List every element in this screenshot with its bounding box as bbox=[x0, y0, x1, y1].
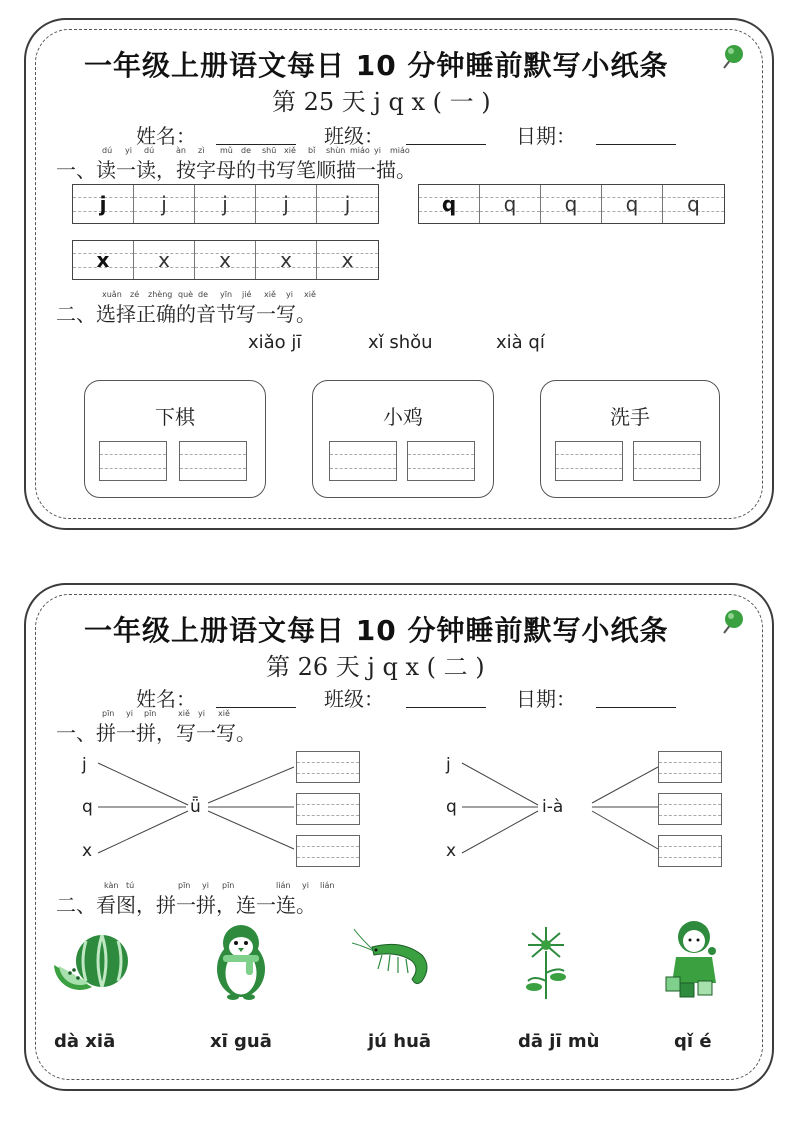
pinyin-option: xǐ shǒu bbox=[368, 332, 433, 353]
picture-pinyin: dà xiā bbox=[54, 1031, 116, 1052]
date-field[interactable] bbox=[596, 144, 676, 145]
picture-pinyin: qǐ é bbox=[674, 1031, 712, 1052]
worksheet-title: 一年级上册语文每日 10 分钟睡前默写小纸条 bbox=[84, 614, 669, 647]
answer-box[interactable] bbox=[658, 835, 722, 867]
initial-letter: q bbox=[446, 797, 457, 817]
pinyin-annotation: kàn bbox=[104, 881, 119, 890]
pinyin-annotation: xiě bbox=[284, 146, 296, 155]
word-box-xiaoji bbox=[312, 380, 494, 498]
tracing-cell[interactable]: q bbox=[602, 185, 663, 223]
tracing-cell[interactable]: x bbox=[134, 241, 195, 279]
initial-letter: j bbox=[446, 755, 451, 775]
section1-heading: 一、读一读，按字母的书写笔顺描一描。 bbox=[56, 158, 416, 182]
pinyin-annotation: yi bbox=[374, 146, 381, 155]
class-label: 班级： bbox=[324, 687, 384, 711]
name-field[interactable] bbox=[216, 144, 296, 145]
worksheet-card-day25 bbox=[24, 18, 774, 530]
final-letter: i-à bbox=[542, 797, 564, 817]
pinyin-annotation: bǐ bbox=[308, 146, 316, 155]
writing-cell[interactable] bbox=[407, 441, 475, 481]
section1-heading: 一、拼一拼，写一写。 bbox=[56, 721, 256, 745]
pinyin-annotation: jié bbox=[242, 290, 252, 299]
tracing-cell[interactable]: j bbox=[195, 185, 256, 223]
tracing-cell[interactable]: j bbox=[134, 185, 195, 223]
pinyin-annotation: dú bbox=[102, 146, 113, 155]
class-label: 班级： bbox=[324, 124, 384, 148]
pushpin-icon bbox=[716, 607, 746, 637]
initial-letter: x bbox=[446, 841, 457, 861]
pinyin-annotation: yi bbox=[198, 709, 205, 718]
name-label: 姓名： bbox=[136, 687, 196, 711]
day-subtitle: 第 26 天 j q x ( 二 ) bbox=[266, 653, 485, 681]
tracing-cell[interactable]: j bbox=[317, 185, 378, 223]
picture-pinyin: jú huā bbox=[368, 1031, 432, 1052]
pinyin-annotation: xuǎn bbox=[102, 290, 122, 299]
pinyin-annotation: yi bbox=[302, 881, 309, 890]
tracing-cell[interactable]: j bbox=[256, 185, 317, 223]
pinyin-annotation: pīn bbox=[178, 881, 191, 890]
pinyin-annotation: pīn bbox=[144, 709, 157, 718]
answer-box[interactable] bbox=[296, 835, 360, 867]
tracing-cell[interactable]: j bbox=[73, 185, 134, 223]
pinyin-annotation: yīn bbox=[220, 290, 233, 299]
worksheet-card-day26 bbox=[24, 583, 774, 1091]
pinyin-annotation: miáo bbox=[390, 146, 410, 155]
date-field[interactable] bbox=[596, 707, 676, 708]
word-label: 小鸡 bbox=[383, 405, 423, 429]
answer-box[interactable] bbox=[296, 793, 360, 825]
picture-pinyin: xī guā bbox=[210, 1031, 272, 1052]
pinyin-annotation: yi bbox=[202, 881, 209, 890]
pinyin-annotation: dú bbox=[144, 146, 155, 155]
pinyin-annotation: mǔ bbox=[220, 146, 233, 155]
day-subtitle: 第 25 天 j q x ( 一 ) bbox=[272, 88, 491, 116]
initial-letter: x bbox=[82, 841, 93, 861]
picture-pinyin: dā jī mù bbox=[518, 1031, 600, 1052]
pinyin-annotation: zhèng bbox=[148, 290, 173, 299]
section2-heading: 二、选择正确的音节写一写。 bbox=[56, 302, 316, 326]
class-field[interactable] bbox=[406, 144, 486, 145]
tracing-grid-j[interactable] bbox=[72, 184, 379, 224]
pinyin-annotation: miáo bbox=[350, 146, 370, 155]
date-label: 日期： bbox=[516, 687, 576, 711]
pinyin-annotation: yi bbox=[126, 709, 133, 718]
tracing-cell[interactable]: q bbox=[663, 185, 724, 223]
pinyin-annotation: zé bbox=[130, 290, 140, 299]
initial-letter: q bbox=[82, 797, 93, 817]
pinyin-annotation: yi bbox=[125, 146, 132, 155]
initial-letter: j bbox=[82, 755, 87, 775]
section2-heading: 二、看图，拼一拼，连一连。 bbox=[56, 893, 316, 917]
pinyin-option: xiǎo jī bbox=[248, 332, 302, 353]
writing-cell[interactable] bbox=[633, 441, 701, 481]
pinyin-annotation: àn bbox=[176, 146, 186, 155]
tracing-cell[interactable]: q bbox=[541, 185, 602, 223]
answer-box[interactable] bbox=[658, 751, 722, 783]
word-box-xishou bbox=[540, 380, 720, 498]
answer-box[interactable] bbox=[658, 793, 722, 825]
pinyin-annotation: pīn bbox=[102, 709, 115, 718]
name-label: 姓名： bbox=[136, 124, 196, 148]
penguin-icon bbox=[206, 921, 276, 1001]
pinyin-annotation: lián bbox=[276, 881, 291, 890]
tracing-cell[interactable]: x bbox=[256, 241, 317, 279]
answer-box[interactable] bbox=[296, 751, 360, 783]
pinyin-annotation: xiě bbox=[264, 290, 276, 299]
pinyin-annotation: tú bbox=[126, 881, 135, 890]
pinyin-annotation: de bbox=[198, 290, 208, 299]
pinyin-annotation: shū bbox=[262, 146, 277, 155]
pinyin-annotation: pīn bbox=[222, 881, 235, 890]
pinyin-option: xià qí bbox=[496, 332, 545, 353]
pinyin-annotation: què bbox=[178, 290, 194, 299]
tracing-grid-q[interactable] bbox=[418, 184, 725, 224]
writing-cell[interactable] bbox=[179, 441, 247, 481]
watermelon-icon bbox=[52, 925, 132, 995]
tracing-cell[interactable]: x bbox=[195, 241, 256, 279]
writing-cell[interactable] bbox=[329, 441, 397, 481]
tracing-cell[interactable]: x bbox=[73, 241, 134, 279]
pinyin-annotation: shùn bbox=[326, 146, 346, 155]
worksheet-title: 一年级上册语文每日 10 分钟睡前默写小纸条 bbox=[84, 49, 669, 82]
name-field[interactable] bbox=[216, 707, 296, 708]
tracing-grid-x[interactable] bbox=[72, 240, 379, 280]
tracing-cell[interactable]: x bbox=[317, 241, 378, 279]
word-box-xiaqi bbox=[84, 380, 266, 498]
chrysanthemum-icon bbox=[516, 921, 576, 1001]
writing-cell[interactable] bbox=[99, 441, 167, 481]
pinyin-annotation: lián bbox=[320, 881, 335, 890]
girl-with-blocks-icon bbox=[662, 917, 726, 1001]
pushpin-icon bbox=[716, 42, 746, 72]
pinyin-annotation: de bbox=[241, 146, 251, 155]
word-label: 下棋 bbox=[155, 405, 195, 429]
pinyin-annotation: xiě bbox=[304, 290, 316, 299]
tracing-cell[interactable]: q bbox=[480, 185, 541, 223]
pinyin-annotation: xiě bbox=[178, 709, 190, 718]
pinyin-annotation: xiě bbox=[218, 709, 230, 718]
word-label: 洗手 bbox=[610, 405, 650, 429]
tracing-cell[interactable]: q bbox=[419, 185, 480, 223]
class-field[interactable] bbox=[406, 707, 486, 708]
pinyin-annotation: zì bbox=[198, 146, 205, 155]
writing-cell[interactable] bbox=[555, 441, 623, 481]
shrimp-icon bbox=[352, 925, 442, 995]
final-letter: ǖ bbox=[190, 797, 201, 817]
pinyin-annotation: yi bbox=[286, 290, 293, 299]
date-label: 日期： bbox=[516, 124, 576, 148]
